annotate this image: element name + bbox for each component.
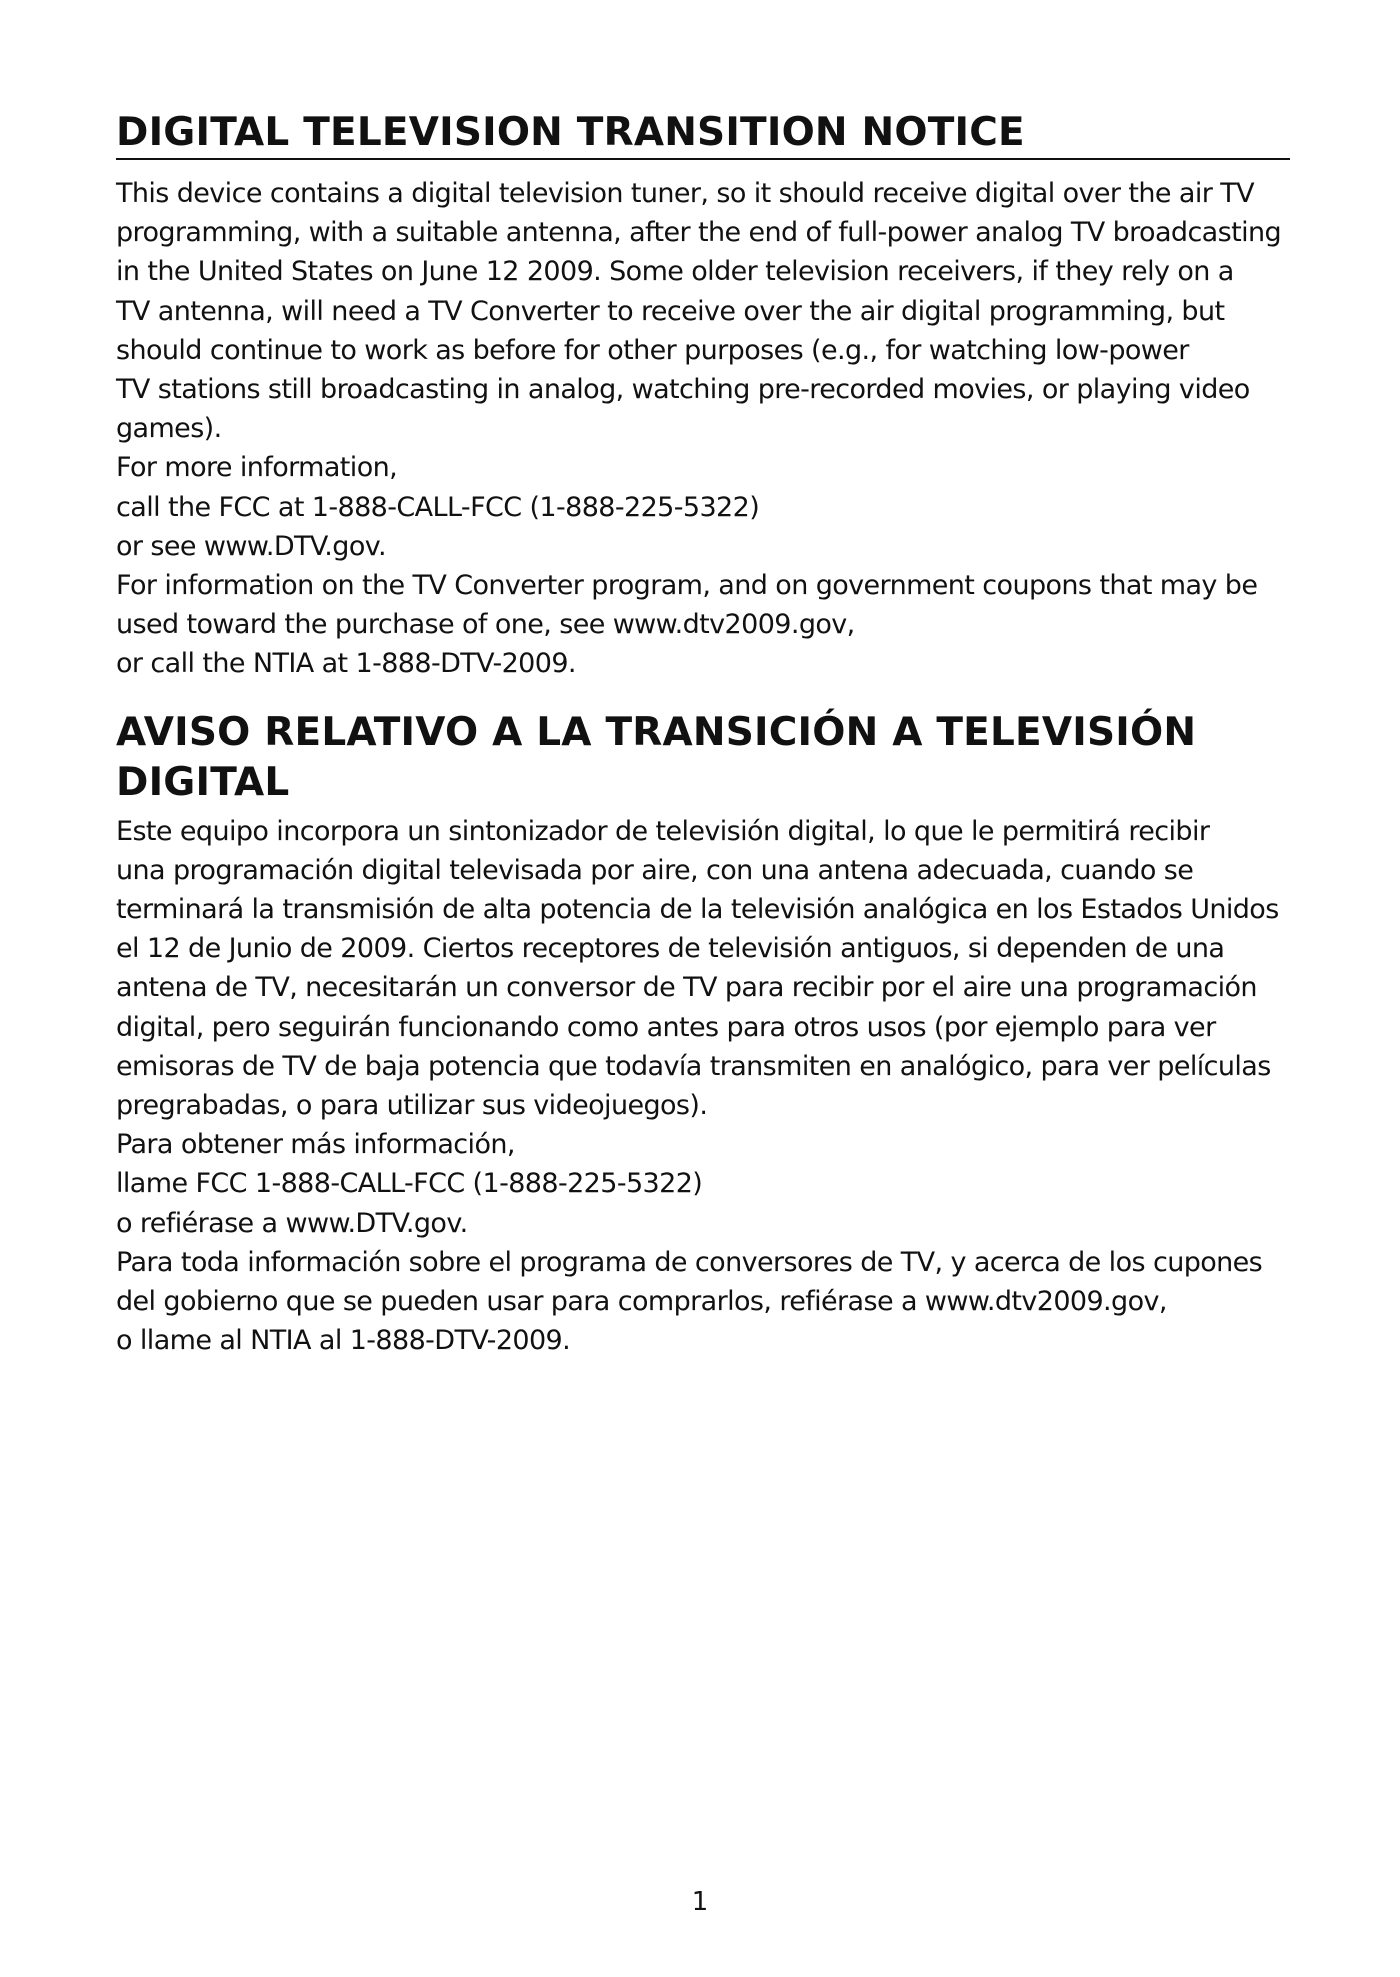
english-converter-line: For information on the TV Converter program, and on government coupons that may be (116, 570, 1258, 602)
english-paragraph-line: in the United States on June 12 2009. Some older television receivers, if they rely on a (116, 256, 1234, 288)
spanish-paragraph-line: Este equipo incorpora un sintonizador de televisión digital, lo que le permitirá recibir (116, 815, 1210, 847)
spanish-heading-line: DIGITAL (116, 759, 290, 805)
spanish-converter-line: Para toda información sobre el programa de conversores de TV, y acerca de los cupones (116, 1246, 1263, 1278)
english-paragraph-line: games). (116, 413, 222, 445)
english-fcc-phone: call the FCC at 1-888-CALL-FCC (1-888-225-5322) (116, 491, 760, 523)
spanish-paragraph-line: pregrabadas, o para utilizar sus videojuegos). (116, 1090, 708, 1122)
spanish-ntia-contact: o llame al NTIA al 1-888-DTV-2009. (116, 1325, 571, 1357)
english-notice-body (116, 174, 1290, 684)
english-paragraph-line: This device contains a digital television tuner, so it should receive digital over the air TV (116, 178, 1254, 209)
spanish-paragraph-line: digital, pero seguirán funcionando como antes para otros usos (por ejemplo para ver (116, 1011, 1216, 1043)
english-ntia-contact: or call the NTIA at 1-888-DTV-2009. (116, 648, 576, 680)
english-paragraph-line: should continue to work as before for other purposes (e.g., for watching low-power (116, 334, 1189, 366)
english-paragraph-line: programming, with a suitable antenna, after the end of full-power analog TV broadcasting (116, 217, 1282, 249)
spanish-heading-line: AVISO RELATIVO A LA TRANSICIÓN A TELEVISIÓN (116, 709, 1197, 755)
spanish-paragraph-line: una programación digital televisada por aire, con una antena adecuada, cuando se (116, 854, 1194, 886)
spanish-paragraph-line: el 12 de Junio de 2009. Ciertos receptores de televisión antiguos, si dependen de una (116, 933, 1225, 965)
english-fcc-website: or see www.DTV.gov. (116, 530, 387, 562)
english-paragraph-line: TV stations still broadcasting in analog, watching pre-recorded movies, or playing video (116, 374, 1250, 406)
spanish-fcc-phone: llame FCC 1-888-CALL-FCC (1-888-225-5322) (116, 1168, 703, 1200)
page-number: 1 (691, 1887, 709, 1917)
english-paragraph-line: TV antenna, will need a TV Converter to receive over the air digital programming, but (116, 295, 1225, 327)
english-converter-line: used toward the purchase of one, see www.dtv2009.gov, (116, 609, 855, 641)
spanish-paragraph-line: antena de TV, necesitarán un conversor de TV para recibir por el aire una programación (116, 972, 1257, 1004)
spanish-paragraph-line: emisoras de TV de baja potencia que todavía transmiten en analógico, para ver películas (116, 1050, 1271, 1082)
spanish-paragraph-line: terminará la transmisión de alta potencia de la televisión analógica en los Estados Unidos (116, 894, 1279, 926)
english-more-info-intro: For more information, (116, 452, 398, 484)
spanish-more-info-intro: Para obtener más información, (116, 1129, 515, 1161)
spanish-heading (116, 708, 1290, 808)
spanish-converter-line: del gobierno que se pueden usar para comprarlos, refiérase a www.dtv2009.gov, (116, 1286, 1167, 1318)
spanish-notice-body (116, 812, 1290, 1361)
english-heading: DIGITAL TELEVISION TRANSITION NOTICE (116, 108, 1290, 160)
document-page (116, 108, 1290, 1360)
spanish-fcc-website: o refiérase a www.DTV.gov. (116, 1207, 468, 1239)
